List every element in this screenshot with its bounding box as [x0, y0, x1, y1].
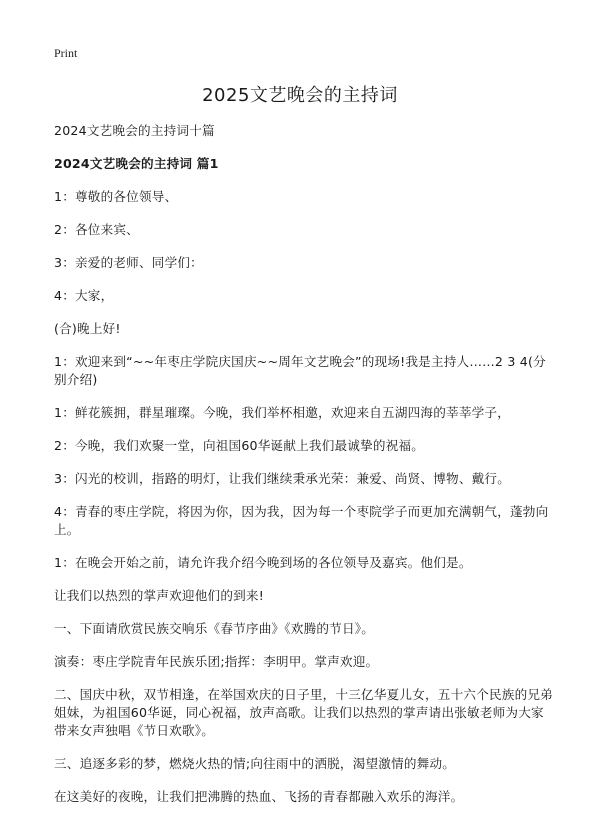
paragraph: 1：在晚会开始之前，请允许我介绍今晚到场的各位领导及嘉宾。他们是。	[54, 555, 472, 570]
paragraph: 在这美好的夜晚，让我们把沸腾的热血、飞扬的青春都融入欢乐的海洋。	[54, 789, 464, 804]
paragraph: 2024文艺晚会的主持词十篇	[54, 123, 215, 138]
paragraph: 二、国庆中秋，双节相逢，在举国欢庆的日子里，十三亿华夏儿女，五十六个民族的兄弟姐妹，为祖国60华诞，同心祝福，放声高歌。让我们以热烈的掌声请出张敏老师为大家带来女声独唱《节日欢歌》。	[54, 687, 553, 738]
paragraph: 1：鲜花簇拥，群星璀璨。今晚，我们举杯相邀，欢迎来自五湖四海的莘莘学子，	[54, 405, 510, 420]
paragraph: 1：欢迎来到“~~年枣庄学院庆国庆~~周年文艺晚会”的现场!我是主持人……2 3 4(分别介绍)	[54, 354, 546, 387]
paragraph: 2：今晚，我们欢聚一堂，向祖国60华诞献上我们最诚挚的祝福。	[54, 438, 425, 453]
document-body	[54, 122, 554, 821]
paragraph: 3：闪光的校训，指路的明灯，让我们继续秉承光荣：兼爱、尚贤、博物、戴行。	[54, 471, 510, 486]
paragraph: 2：各位来宾、	[54, 222, 139, 237]
section-heading: 2024文艺晚会的主持词 篇1	[54, 156, 219, 171]
print-label: Print	[54, 46, 78, 60]
paragraph: 让我们以热烈的掌声欢迎他们的到来!	[54, 588, 264, 603]
paragraph: 1：尊敬的各位领导、	[54, 189, 178, 204]
paragraph: 三、追逐多彩的梦，燃烧火热的情;向往雨中的洒脱，渴望激情的舞动。	[54, 756, 456, 771]
paragraph: 4：大家，	[54, 288, 114, 303]
paragraph: 4：青春的枣庄学院，将因为你，因为我，因为每一个枣院学子而更加充满朝气，蓬勃向上。	[54, 504, 549, 537]
document-title: 2025文艺晚会的主持词	[202, 85, 398, 106]
paragraph: 一、下面请欣赏民族交响乐《春节序曲》《欢腾的节日》。	[54, 621, 375, 636]
paragraph: 演奏：枣庄学院青年民族乐团;指挥：李明甲。掌声欢迎。	[54, 654, 379, 669]
paragraph: 3：亲爱的老师、同学们：	[54, 255, 203, 270]
paragraph: (合)晚上好!	[54, 321, 121, 336]
